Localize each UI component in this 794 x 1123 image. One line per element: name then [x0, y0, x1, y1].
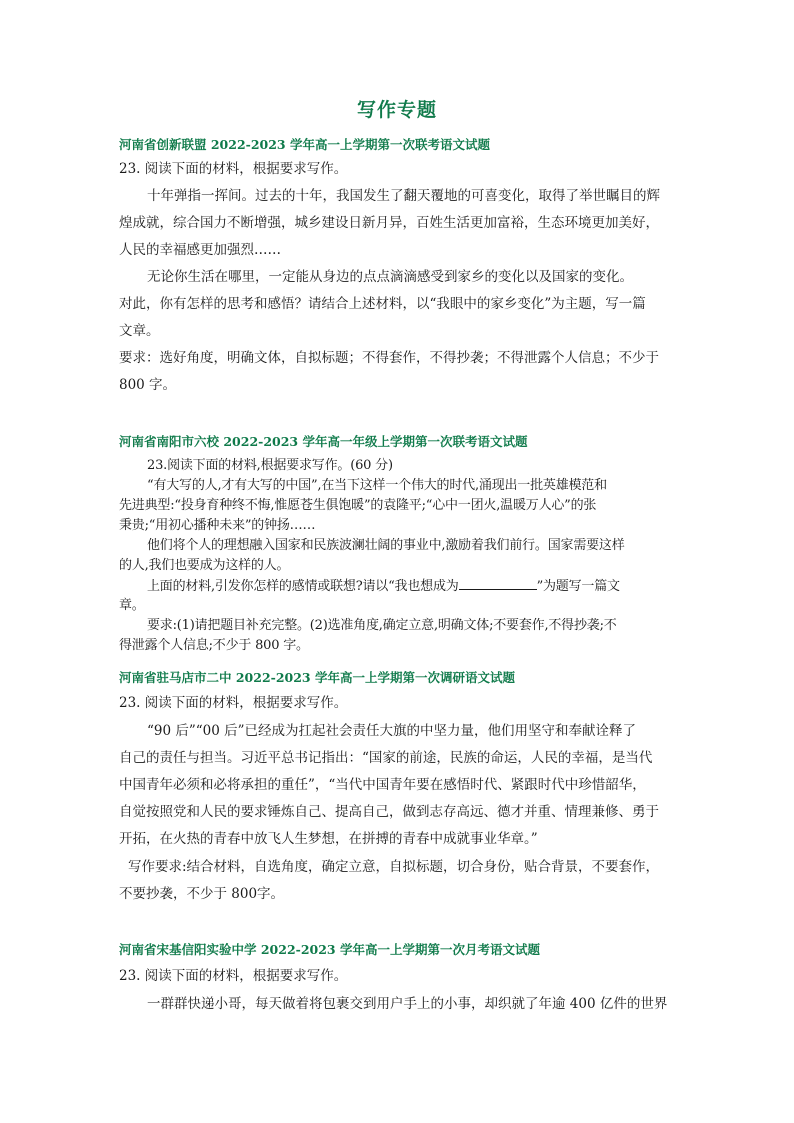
material-paragraph: 人民的幸福感更加强烈…… — [119, 242, 281, 258]
material-paragraph: 一群群快递小哥，每天做着将包裹交到用户手上的小事，却织就了年逾 400 亿件的世界 — [147, 996, 668, 1012]
material-paragraph: “有大写的人,才有大写的中国”,在当下这样一个伟大的时代,涌现出一批英雄模范和 — [147, 478, 607, 493]
task-text-after-blank: ”为题写一篇文 — [536, 579, 620, 594]
requirements-paragraph: 要求:(1)请把题目补充完整。(2)选准角度,确定立意,明确文体;不要套作,不得抄袭;不 — [147, 618, 617, 633]
material-paragraph: 秉贵;“用初心播种未来”的钟扬…… — [119, 518, 316, 533]
material-paragraph: 先进典型:“投身育种终不悔,惟愿苍生俱饱暖”的袁隆平;“心中一团火,温暖万人心”的张 — [119, 498, 597, 513]
question-prompt: 23. 阅读下面的材料，根据要求写作。 — [119, 695, 348, 711]
section-title: 河南省创新联盟 2022-2023 学年高一上学期第一次联考语文试题 — [119, 137, 490, 152]
question-prompt: 23.阅读下面的材料,根据要求写作。(60 分) — [147, 458, 393, 473]
title-blank — [459, 577, 537, 590]
requirements-paragraph: 不要抄袭，不少于 800字。 — [119, 886, 285, 902]
material-paragraph: 的人,我们也要成为这样的人。 — [119, 558, 290, 573]
requirements-paragraph: 写作要求:结合材料，自选角度，确定立意，自拟标题，切合身份，贴合背景，不要套作， — [128, 859, 660, 875]
material-paragraph: 十年弹指一挥间。过去的十年，我国发生了翻天覆地的可喜变化，取得了举世瞩目的辉 — [147, 188, 660, 204]
requirements-paragraph: 得泄露个人信息;不少于 800 字。 — [119, 638, 309, 653]
requirements-paragraph: 要求：选好角度，明确文体，自拟标题；不得套作，不得抄袭；不得泄露个人信息；不少于 — [119, 350, 659, 366]
requirements-paragraph: 800 字。 — [119, 377, 177, 393]
material-paragraph: 开拓，在火热的青春中放飞人生梦想，在拼搏的青春中成就事业华章。” — [119, 831, 538, 847]
material-paragraph: “90 后”“00 后”已经成为扛起社会责任大旗的中坚力量，他们用坚守和奉献诠释了 — [147, 723, 637, 739]
material-paragraph: 自己的责任与担当。习近平总书记指出：“国家的前途，民族的命运，人民的幸福，是当代 — [119, 750, 653, 766]
material-paragraph: 自觉按照党和人民的要求锤炼自己、提高自己，做到志存高远、德才并重、情理兼修、勇于 — [119, 804, 659, 820]
material-paragraph: 中国青年必须和必将承担的重任”，“当代中国青年要在感悟时代、紧跟时代中珍惜韶华， — [119, 777, 646, 793]
section-title: 河南省宋基信阳实验中学 2022-2023 学年高一上学期第一次月考语文试题 — [119, 942, 540, 957]
document-title: 写作专题 — [356, 99, 437, 121]
question-prompt: 23. 阅读下面的材料，根据要求写作。 — [119, 968, 348, 984]
material-paragraph: 无论你生活在哪里，一定能从身边的点点滴滴感受到家乡的变化以及国家的变化。 — [147, 269, 633, 285]
task-paragraph: 文章。 — [119, 323, 160, 339]
task-paragraph — [147, 577, 620, 596]
section-title: 河南省驻马店市二中 2022-2023 学年高一上学期第一次调研语文试题 — [119, 670, 515, 685]
material-paragraph: 他们将个人的理想融入国家和民族波澜壮阔的事业中,激励着我们前行。国家需要这样 — [147, 538, 625, 553]
task-paragraph: 章。 — [119, 598, 145, 613]
task-text-before-blank: 上面的材料,引发你怎样的感情或联想?请以“我也想成为 — [147, 579, 459, 594]
question-prompt: 23. 阅读下面的材料，根据要求写作。 — [119, 161, 348, 177]
task-paragraph: 对此，你有怎样的思考和感悟？请结合上述材料，以“我眼中的家乡变化”为主题，写一篇 — [119, 296, 646, 312]
section-title: 河南省南阳市六校 2022-2023 学年高一年级上学期第一次联考语文试题 — [119, 434, 528, 449]
material-paragraph: 煌成就，综合国力不断增强，城乡建设日新月异，百姓生活更加富裕，生态环境更加美好， — [119, 215, 659, 231]
